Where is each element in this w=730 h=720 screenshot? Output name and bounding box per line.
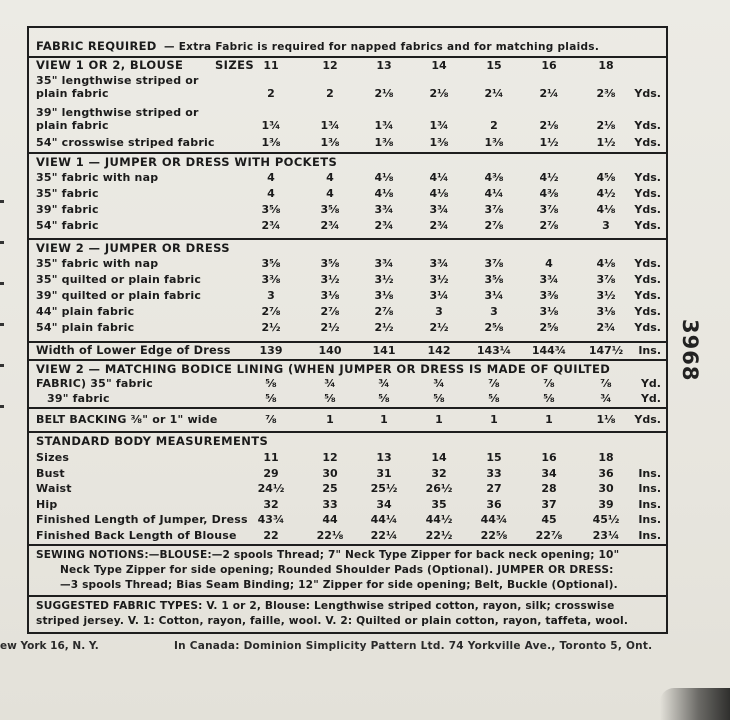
- view1-row-3-value-size-2: 3⅝: [320, 203, 340, 216]
- blouse-35-row-value-size-2: 2: [326, 87, 334, 100]
- pattern-number: 3968: [678, 318, 702, 382]
- lining-row-2-label: 39" fabric: [47, 392, 110, 405]
- view2-row-1-value-size-1: 3⅝: [261, 257, 281, 270]
- fabric-required-title: FABRIC REQUIRED: [36, 39, 157, 53]
- view2-row-3-value-size-5: 3¼: [484, 289, 504, 302]
- measurement-row-4-label: Hip: [36, 497, 58, 511]
- belt-backing-value-size-1: ⅞: [265, 413, 277, 426]
- view1-row-3-value-size-4: 3¾: [429, 203, 449, 216]
- view2-row-1-value-size-2: 3⅝: [320, 257, 340, 270]
- divider: [29, 238, 666, 240]
- measurement-row-6-value-size-3: 22¼: [370, 528, 398, 542]
- view2-row-5-value-size-2: 2½: [320, 321, 340, 334]
- measurement-row-5-value-size-4: 44½: [425, 513, 453, 526]
- lining-row-2-value-size-5: ⅝: [488, 392, 500, 405]
- measurement-row-3-unit: Ins.: [638, 482, 661, 495]
- view1-row-2-unit: Yds.: [634, 187, 661, 200]
- fabric-required-note: — Extra Fabric is required for napped fabrics and for matching plaids.: [163, 41, 600, 53]
- view2-row-2-value-size-1: 3⅜: [261, 273, 281, 286]
- lower-edge-value-size-1: 139: [259, 344, 283, 357]
- belt-backing-value-size-5: 1: [490, 413, 498, 426]
- measurement-row-6-value-size-7: 23¼: [592, 528, 620, 542]
- belt-backing-label: BELT BACKING ⅜" or 1" wide: [36, 413, 218, 426]
- lining-row-1-value-size-2: ¾: [324, 377, 336, 390]
- view2-row-4-value-size-3: 2⅞: [374, 305, 394, 318]
- measurement-row-2-label: Bust: [36, 466, 65, 480]
- measurement-row-3-value-size-7: 30: [598, 482, 614, 495]
- view1-row-4-value-size-3: 2¾: [374, 219, 394, 232]
- measurement-row-1-value-size-4: 14: [431, 451, 447, 464]
- belt-backing-unit: Yds.: [634, 413, 661, 426]
- view1-row-3-value-size-7: 4⅛: [596, 203, 616, 216]
- blouse-35-row-value-size-7: 2⅜: [596, 87, 616, 100]
- view1-row-4-value-size-1: 2¾: [261, 219, 281, 232]
- view2-row-1-value-size-4: 3¾: [429, 257, 449, 270]
- blouse-view-title: VIEW 1 OR 2, BLOUSE: [36, 58, 184, 72]
- fabric-requirements-table: [27, 26, 668, 634]
- view1-row-1-value-size-2: 4: [326, 171, 334, 184]
- view2-row-5-value-size-7: 2¾: [596, 321, 616, 334]
- measurement-row-2-value-size-1: 29: [263, 466, 279, 480]
- view2-row-3-unit: Yds.: [634, 289, 661, 302]
- blouse-54-row-unit: Yds.: [634, 136, 661, 149]
- lining-row-1-value-size-7: ⅞: [600, 377, 612, 390]
- measurement-row-2-value-size-7: 36: [598, 466, 614, 480]
- suggested-line-2: striped jersey. V. 1: Cotton, rayon, faille, wool. V. 2: Quilted or plain cotton, rayon, taffeta, wool.: [36, 615, 628, 627]
- measurement-row-6-unit: Ins.: [638, 528, 661, 542]
- measurement-row-2-value-size-2: 30: [322, 466, 338, 480]
- blouse-54-row-value-size-1: 1⅜: [261, 136, 281, 149]
- fabric-required-heading: [36, 39, 599, 54]
- belt-backing-value-size-3: 1: [380, 413, 388, 426]
- blouse-35-row-value-size-1: 2: [267, 87, 275, 100]
- belt-backing-value-size-7: 1⅛: [596, 413, 616, 426]
- view2-row-4-value-size-4: 3: [435, 305, 443, 318]
- view1-row-1-value-size-7: 4⅝: [596, 171, 616, 184]
- measurement-row-3-value-size-3: 25½: [370, 482, 398, 495]
- measurement-row-2-value-size-6: 34: [541, 466, 557, 480]
- view2-row-5-value-size-4: 2½: [429, 321, 449, 334]
- measurement-row-2-value-size-5: 33: [486, 466, 502, 480]
- view1-row-4-value-size-5: 2⅞: [484, 219, 504, 232]
- measurement-row-5-value-size-3: 44¼: [370, 513, 398, 526]
- view2-row-1-value-size-7: 4⅛: [596, 257, 616, 270]
- measurement-row-5-value-size-7: 45½: [592, 513, 620, 526]
- view2-row-1-label: 35" fabric with nap: [36, 257, 159, 270]
- view2-row-3-value-size-2: 3⅛: [320, 289, 340, 302]
- measurement-row-1-value-size-1: 11: [263, 451, 279, 464]
- measurement-row-2-value-size-3: 31: [376, 466, 392, 480]
- lining-row-1-value-size-1: ⅝: [265, 377, 277, 390]
- blouse-35-row-value-size-5: 2¼: [484, 87, 504, 100]
- lining-row-2-value-size-3: ⅝: [378, 392, 390, 405]
- publisher-footer: [0, 640, 690, 654]
- view1-row-1-value-size-4: 4¼: [429, 171, 449, 184]
- view2-row-2-value-size-2: 3½: [320, 273, 340, 286]
- view1-row-1-value-size-6: 4½: [539, 171, 559, 184]
- measurement-row-3-label: Waist: [36, 482, 72, 495]
- view2-row-3-label: 39" quilted or plain fabric: [36, 289, 202, 302]
- lower-edge-value-size-6: 144¾: [531, 344, 567, 357]
- blouse-39-row-value-size-4: 1¾: [429, 119, 449, 132]
- view2-row-3-value-size-4: 3¼: [429, 289, 449, 302]
- view2-row-3-value-size-6: 3⅜: [539, 289, 559, 302]
- view2-title: VIEW 2 — JUMPER OR DRESS: [36, 241, 230, 255]
- blouse-54-row-label: 54" crosswise striped fabric: [36, 136, 215, 149]
- footer-canada-address: In Canada: Dominion Simplicity Pattern Ltd. 74 Yorkville Ave., Toronto 5, Ont.: [174, 640, 653, 652]
- divider: [29, 544, 666, 546]
- measurement-row-4-value-size-4: 35: [431, 497, 447, 511]
- lining-row-1-value-size-5: ⅞: [488, 377, 500, 390]
- measurement-row-4-unit: Ins.: [638, 497, 661, 511]
- size-header-15: 15: [486, 59, 502, 72]
- view1-row-3-value-size-1: 3⅝: [261, 203, 281, 216]
- view2-row-4-value-size-5: 3: [490, 305, 498, 318]
- view2-row-3-value-size-7: 3½: [596, 289, 616, 302]
- view1-row-4-value-size-6: 2⅞: [539, 219, 559, 232]
- view1-row-2-value-size-5: 4¼: [484, 187, 504, 200]
- blouse-39-row-label-cont: plain fabric: [36, 119, 109, 132]
- measurement-row-1-value-size-5: 15: [486, 451, 502, 464]
- view2-row-2-value-size-4: 3½: [429, 273, 449, 286]
- blouse-39-row-value-size-6: 2⅛: [539, 119, 559, 132]
- blouse-39-row-value-size-2: 1¾: [320, 119, 340, 132]
- measurement-row-4-value-size-7: 39: [598, 497, 614, 511]
- measurement-row-5-label: Finished Length of Jumper, Dress: [36, 513, 248, 526]
- blouse-54-row-value-size-7: 1½: [596, 136, 616, 149]
- view1-row-2-label: 35" fabric: [36, 187, 99, 200]
- envelope-corner-shadow: [660, 688, 730, 720]
- blouse-39-row-label: 39" lengthwise striped or: [36, 106, 199, 119]
- view1-row-1-unit: Yds.: [634, 171, 661, 184]
- view2-row-4-value-size-6: 3⅛: [539, 305, 559, 318]
- lining-row-1-label: FABRIC) 35" fabric: [36, 377, 153, 390]
- blouse-39-row-value-size-5: 2: [490, 119, 498, 132]
- measurement-row-3-value-size-5: 27: [486, 482, 502, 495]
- lining-row-2-value-size-1: ⅝: [265, 392, 277, 405]
- lower-edge-label: Width of Lower Edge of Dress: [36, 344, 231, 357]
- view1-row-3-unit: Yds.: [634, 203, 661, 216]
- view1-title: VIEW 1 — JUMPER OR DRESS WITH POCKETS: [36, 155, 338, 169]
- view2-row-2-label: 35" quilted or plain fabric: [36, 273, 202, 286]
- blouse-54-row-value-size-4: 1⅜: [429, 136, 449, 149]
- view1-row-4-value-size-4: 2¾: [429, 219, 449, 232]
- view1-row-2-value-size-3: 4⅛: [374, 187, 394, 200]
- view2-row-5-label: 54" plain fabric: [36, 321, 135, 334]
- view2-row-4-label: 44" plain fabric: [36, 305, 135, 318]
- measurement-row-4-value-size-3: 34: [376, 497, 392, 511]
- belt-backing-value-size-2: 1: [326, 413, 334, 426]
- view2-row-2-unit: Yds.: [634, 273, 661, 286]
- blouse-54-row-value-size-3: 1⅜: [374, 136, 394, 149]
- suggested-fabric-types: [36, 599, 662, 629]
- view2-row-2-value-size-5: 3⅝: [484, 273, 504, 286]
- lower-edge-value-size-3: 141: [372, 344, 396, 357]
- view1-row-2-value-size-6: 4⅜: [539, 187, 559, 200]
- view2-row-4-unit: Yds.: [634, 305, 661, 318]
- view1-row-2-value-size-1: 4: [267, 187, 275, 200]
- lining-row-2-value-size-7: ¾: [600, 392, 612, 405]
- belt-backing-value-size-6: 1: [545, 413, 553, 426]
- footer-city: ew York 16, N. Y.: [0, 640, 99, 652]
- lining-row-2-unit: Yd.: [640, 392, 661, 405]
- measurement-row-2-unit: Ins.: [638, 466, 661, 480]
- lower-edge-unit: Ins.: [638, 344, 661, 357]
- view2-row-1-value-size-6: 4: [545, 257, 553, 270]
- measurement-row-4-value-size-2: 33: [322, 497, 338, 511]
- view2-row-5-value-size-6: 2⅝: [539, 321, 559, 334]
- view2-row-1-value-size-3: 3¾: [374, 257, 394, 270]
- lining-row-2-value-size-4: ⅝: [433, 392, 445, 405]
- lining-row-1-value-size-6: ⅞: [543, 377, 555, 390]
- view1-row-1-value-size-3: 4⅛: [374, 171, 394, 184]
- measurement-row-6-value-size-5: 22⅝: [480, 528, 508, 542]
- view1-row-1-label: 35" fabric with nap: [36, 171, 159, 184]
- blouse-35-row-label-cont: plain fabric: [36, 87, 109, 100]
- divider: [29, 595, 666, 597]
- view1-row-2-value-size-7: 4½: [596, 187, 616, 200]
- measurements-title: STANDARD BODY MEASUREMENTS: [36, 434, 269, 448]
- lining-row-1-value-size-4: ¾: [433, 377, 445, 390]
- measurement-row-3-value-size-1: 24½: [257, 482, 285, 495]
- measurement-row-1-value-size-2: 12: [322, 451, 338, 464]
- blouse-54-row-value-size-2: 1⅜: [320, 136, 340, 149]
- view2-row-5-value-size-5: 2⅝: [484, 321, 504, 334]
- measurement-row-3-value-size-4: 26½: [425, 482, 453, 495]
- divider: [29, 359, 666, 361]
- view2-row-4-value-size-1: 2⅞: [261, 305, 281, 318]
- lower-edge-value-size-4: 142: [427, 344, 451, 357]
- view1-row-4-unit: Yds.: [634, 219, 661, 232]
- size-header-13: 13: [376, 59, 392, 72]
- measurement-row-5-value-size-1: 43¾: [257, 513, 285, 526]
- blouse-54-row-value-size-6: 1½: [539, 136, 559, 149]
- measurement-row-6-value-size-6: 22⅞: [535, 528, 563, 542]
- notions-line-1: SEWING NOTIONS:—BLOUSE:—2 spools Thread; 7" Neck Type Zipper for back neck opening; 10": [36, 549, 620, 561]
- measurement-row-1-value-size-6: 16: [541, 451, 557, 464]
- blouse-39-row-unit: Yds.: [634, 119, 661, 132]
- sewing-notions: [36, 548, 662, 593]
- lining-row-2-value-size-6: ⅝: [543, 392, 555, 405]
- blouse-35-row-value-size-6: 2¼: [539, 87, 559, 100]
- divider: [29, 152, 666, 154]
- blouse-35-row-value-size-4: 2⅛: [429, 87, 449, 100]
- blouse-35-row-value-size-3: 2⅛: [374, 87, 394, 100]
- size-header-12: 12: [322, 59, 338, 72]
- view2-row-2-value-size-6: 3¾: [539, 273, 559, 286]
- size-header-16: 16: [541, 59, 557, 72]
- measurement-row-5-unit: Ins.: [638, 513, 661, 526]
- view2-row-4-value-size-2: 2⅞: [320, 305, 340, 318]
- measurement-row-1-value-size-3: 13: [376, 451, 392, 464]
- divider: [29, 431, 666, 433]
- lower-edge-value-size-7: 147½: [588, 344, 624, 357]
- size-header-18: 18: [598, 59, 614, 72]
- measurement-row-5-value-size-6: 45: [541, 513, 557, 526]
- view1-row-3-value-size-3: 3¾: [374, 203, 394, 216]
- view1-row-3-value-size-6: 3⅞: [539, 203, 559, 216]
- blouse-39-row-value-size-1: 1¾: [261, 119, 281, 132]
- view1-row-3-label: 39" fabric: [36, 203, 99, 216]
- measurement-row-3-value-size-6: 28: [541, 482, 557, 495]
- view1-row-4-label: 54" fabric: [36, 219, 99, 232]
- view2-row-3-value-size-3: 3⅛: [374, 289, 394, 302]
- measurement-row-1-value-size-7: 18: [598, 451, 614, 464]
- view1-row-1-value-size-1: 4: [267, 171, 275, 184]
- view1-row-4-value-size-2: 2¾: [320, 219, 340, 232]
- view1-row-4-value-size-7: 3: [602, 219, 610, 232]
- view2-row-5-unit: Yds.: [634, 321, 661, 334]
- measurement-row-5-value-size-2: 44: [322, 513, 338, 526]
- measurement-row-6-value-size-1: 22: [263, 528, 279, 542]
- lining-row-1-unit: Yd.: [640, 377, 661, 390]
- lining-row-2-value-size-2: ⅝: [324, 392, 336, 405]
- measurement-row-4-value-size-1: 32: [263, 497, 279, 511]
- notions-line-2: Neck Type Zipper for side opening; Rounded Shoulder Pads (Optional). JUMPER OR DRESS:: [60, 564, 614, 576]
- divider: [29, 341, 666, 343]
- measurement-row-6-value-size-4: 22½: [425, 528, 453, 542]
- view1-row-1-value-size-5: 4⅜: [484, 171, 504, 184]
- suggested-line-1: SUGGESTED FABRIC TYPES: V. 1 or 2, Blouse: Lengthwise striped cotton, rayon, silk; crosswise: [36, 600, 615, 612]
- view2-row-3-value-size-1: 3: [267, 289, 275, 302]
- view1-row-2-value-size-2: 4: [326, 187, 334, 200]
- measurement-row-4-value-size-5: 36: [486, 497, 502, 511]
- view2-row-5-value-size-3: 2½: [374, 321, 394, 334]
- measurement-row-5-value-size-5: 44¾: [480, 513, 508, 526]
- view2-row-1-unit: Yds.: [634, 257, 661, 270]
- measurement-row-6-label: Finished Back Length of Blouse: [36, 528, 237, 542]
- measurement-row-4-value-size-6: 37: [541, 497, 557, 511]
- sizes-label: SIZES: [215, 58, 255, 72]
- view2-row-5-value-size-1: 2½: [261, 321, 281, 334]
- view2-row-2-value-size-3: 3½: [374, 273, 394, 286]
- measurement-row-1-label: Sizes: [36, 451, 70, 464]
- blouse-35-row-label: 35" lengthwise striped or: [36, 74, 199, 87]
- size-header-11: 11: [263, 59, 279, 72]
- lining-title: VIEW 2 — MATCHING BODICE LINING (WHEN JUMPER OR DRESS IS MADE OF QUILTED: [36, 362, 611, 376]
- view2-row-1-value-size-5: 3⅞: [484, 257, 504, 270]
- divider: [29, 407, 666, 409]
- view1-row-3-value-size-5: 3⅞: [484, 203, 504, 216]
- measurement-row-6-value-size-2: 22⅛: [316, 528, 344, 542]
- blouse-39-row-value-size-3: 1¾: [374, 119, 394, 132]
- view1-row-2-value-size-4: 4⅛: [429, 187, 449, 200]
- blouse-39-row-value-size-7: 2⅛: [596, 119, 616, 132]
- measurement-row-3-value-size-2: 25: [322, 482, 338, 495]
- belt-backing-value-size-4: 1: [435, 413, 443, 426]
- size-header-14: 14: [431, 59, 447, 72]
- view2-row-4-value-size-7: 3⅛: [596, 305, 616, 318]
- measurement-row-2-value-size-4: 32: [431, 466, 447, 480]
- lower-edge-value-size-5: 143¼: [476, 344, 512, 357]
- lining-row-1-value-size-3: ¾: [378, 377, 390, 390]
- lower-edge-value-size-2: 140: [318, 344, 342, 357]
- edge-marks: [0, 200, 6, 480]
- blouse-54-row-value-size-5: 1⅜: [484, 136, 504, 149]
- notions-line-3: —3 spools Thread; Bias Seam Binding; 12" Zipper for side opening; Belt, Buckle (Optional).: [60, 579, 618, 591]
- view2-row-2-value-size-7: 3⅞: [596, 273, 616, 286]
- blouse-35-row-unit: Yds.: [634, 87, 661, 100]
